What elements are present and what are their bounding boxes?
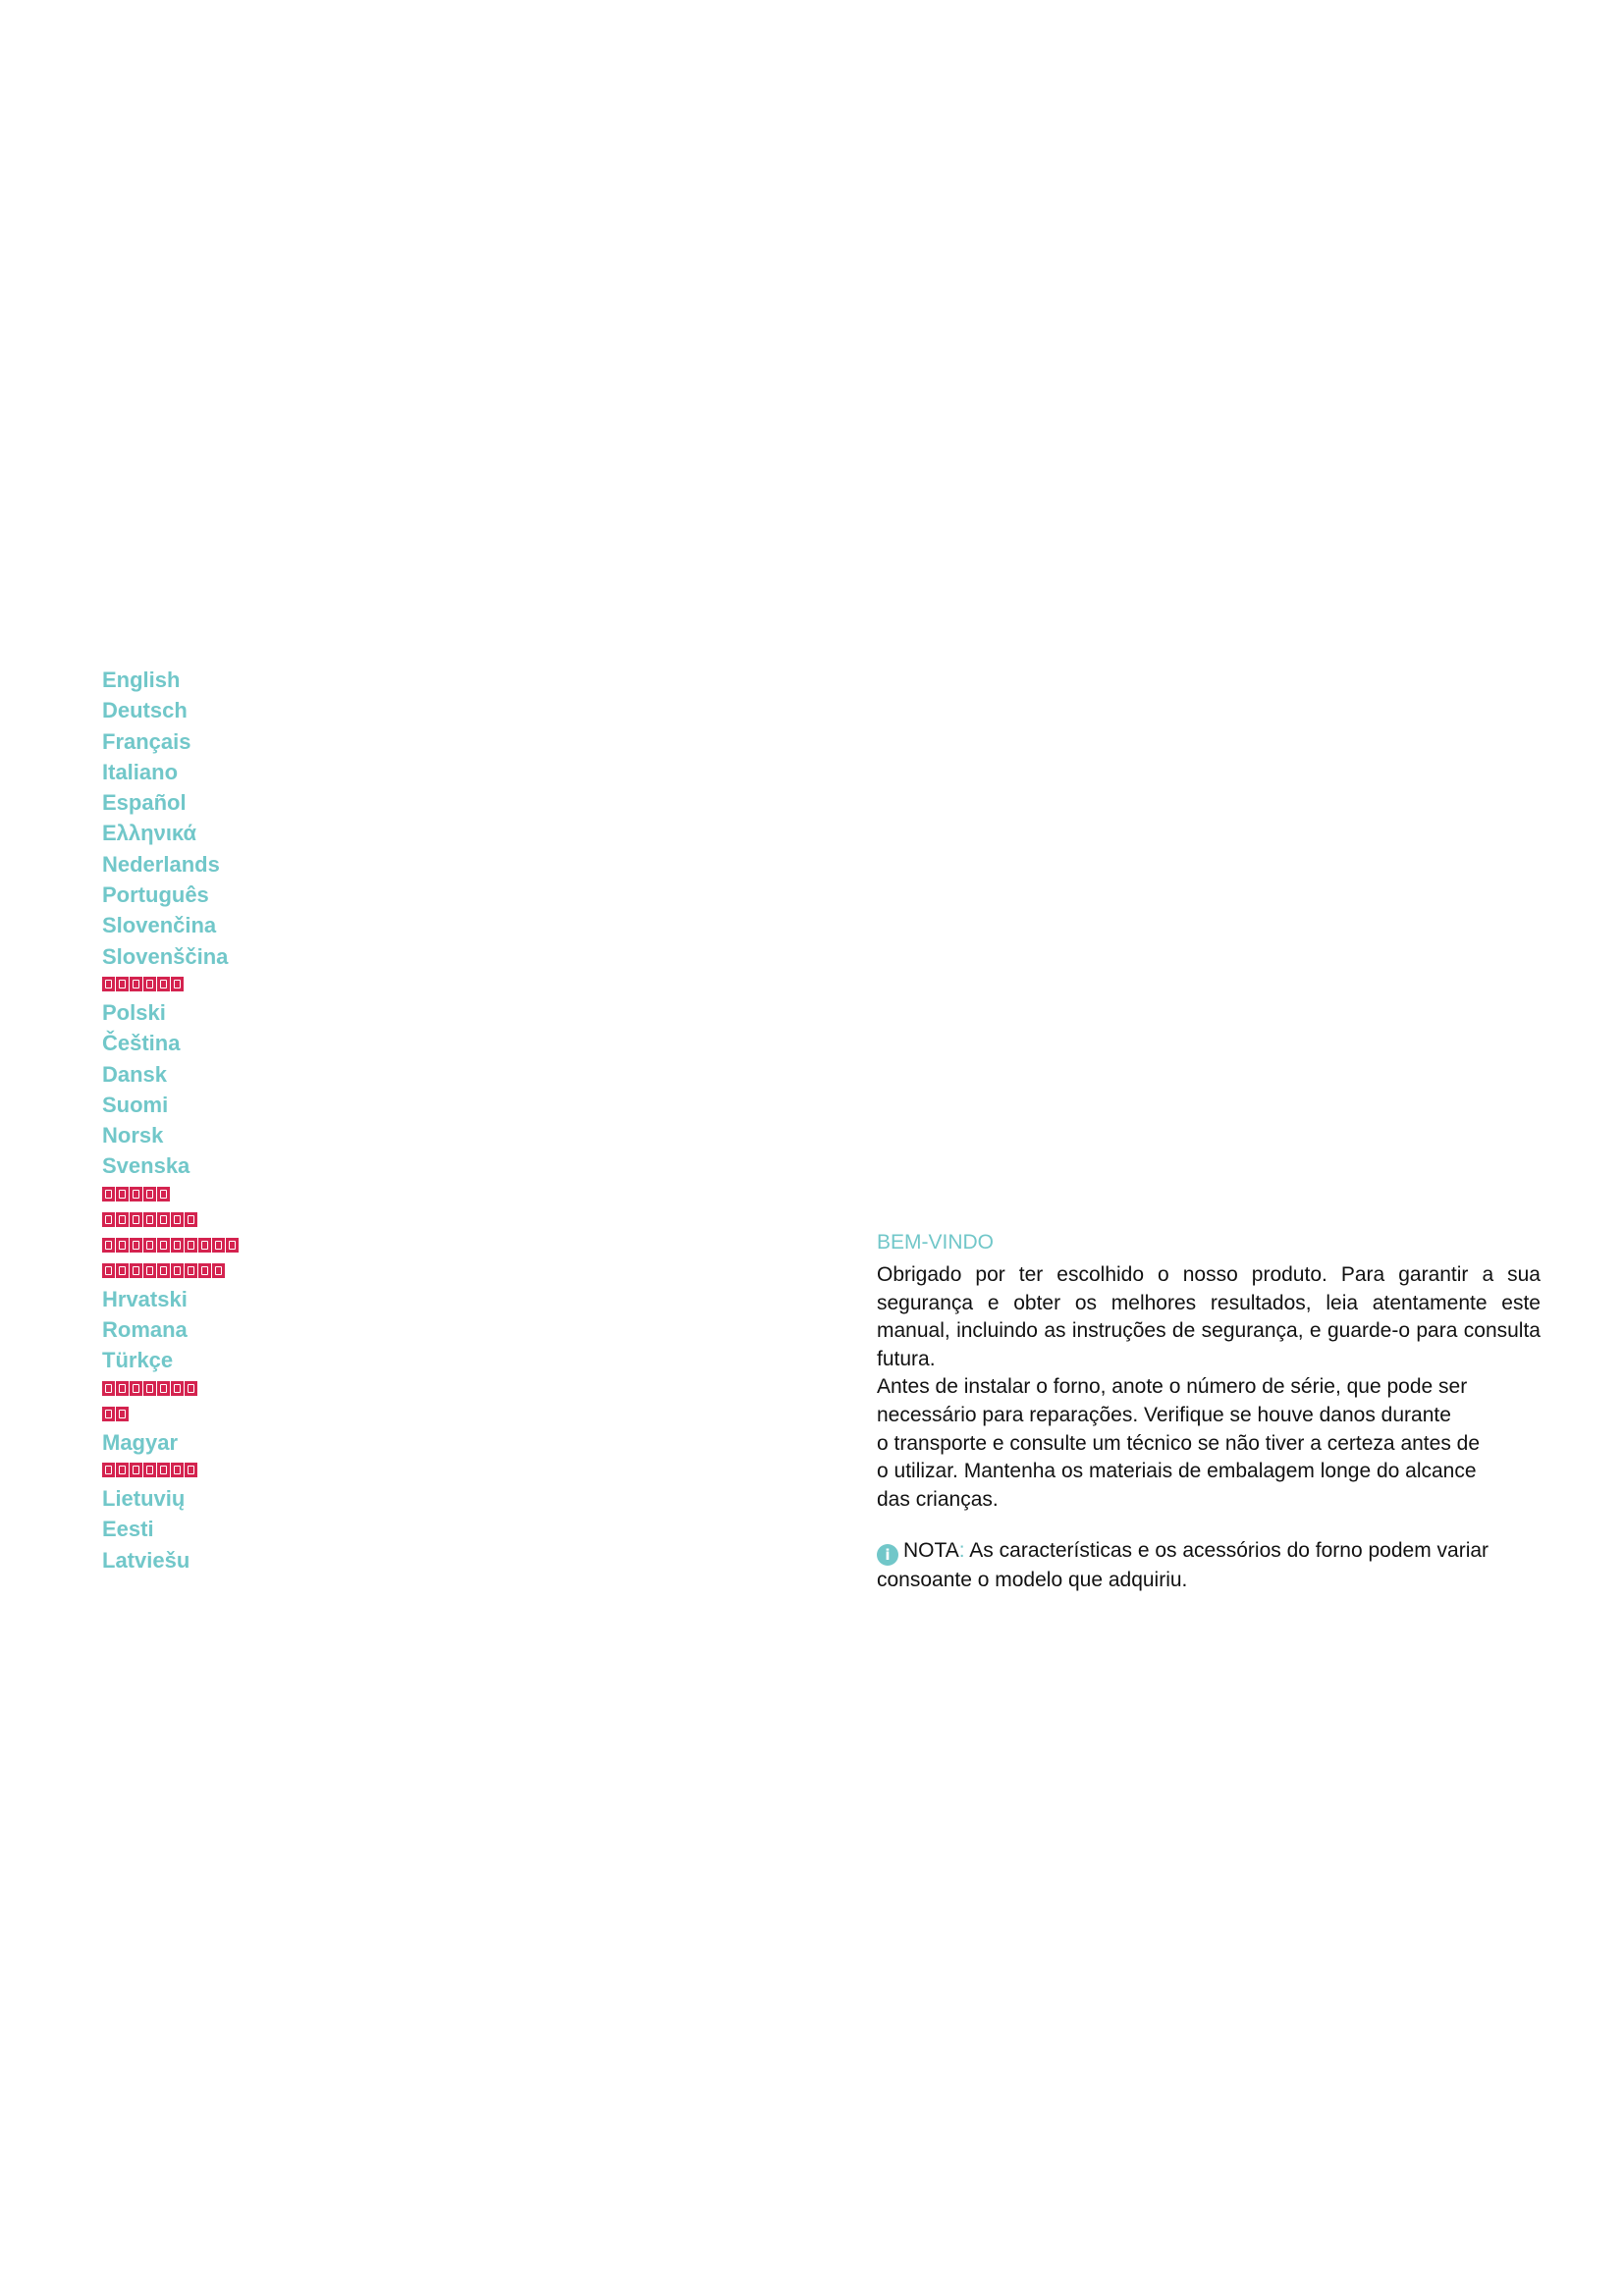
missing-glyph-icon xyxy=(157,977,170,991)
missing-glyph-icon xyxy=(102,1187,115,1201)
language-item-suomi[interactable]: Suomi xyxy=(102,1092,169,1117)
language-item-cestina[interactable]: Čeština xyxy=(102,1031,181,1056)
missing-glyph-icon xyxy=(171,1238,184,1253)
missing-glyph-icon xyxy=(185,1212,197,1227)
language-item-unrendered[interactable] xyxy=(102,1258,239,1284)
language-item-norsk[interactable]: Norsk xyxy=(102,1123,164,1148)
missing-glyph-icon xyxy=(143,1212,156,1227)
language-item-eesti[interactable]: Eesti xyxy=(102,1517,154,1542)
language-item-slovencina[interactable]: Slovenčina xyxy=(102,913,217,938)
missing-glyph-icon xyxy=(102,1212,115,1227)
language-item-francais[interactable]: Français xyxy=(102,728,191,754)
missing-glyph-icon xyxy=(102,977,115,991)
missing-glyph-icon xyxy=(185,1238,197,1253)
missing-glyph-icon xyxy=(143,1187,156,1201)
missing-glyph-icon xyxy=(157,1187,170,1201)
missing-glyph-icon xyxy=(143,1381,156,1396)
language-item-deutsch[interactable]: Deutsch xyxy=(102,698,188,723)
language-item-slovenscina[interactable]: Slovenščina xyxy=(102,943,229,969)
language-item-latviesu[interactable]: Latviešu xyxy=(102,1547,190,1573)
section-title: BEM-VINDO xyxy=(877,1231,995,1254)
missing-glyph-icon xyxy=(157,1212,170,1227)
missing-glyph-icon xyxy=(143,1263,156,1278)
missing-glyph-icon xyxy=(116,1187,129,1201)
language-item-unrendered[interactable] xyxy=(102,1233,239,1258)
missing-glyph-icon xyxy=(143,1463,156,1477)
language-item-polski[interactable]: Polski xyxy=(102,999,166,1025)
missing-glyph-icon xyxy=(212,1263,225,1278)
missing-glyph-icon xyxy=(198,1238,211,1253)
language-item-svenska[interactable]: Svenska xyxy=(102,1153,190,1179)
missing-glyph-icon xyxy=(157,1463,170,1477)
paragraph-2-line: o transporte e consulte um técnico se não tiver a certeza antes de xyxy=(877,1431,1481,1455)
missing-glyph-icon xyxy=(130,1187,142,1201)
missing-glyph-icon xyxy=(116,1463,129,1477)
paragraph-2-line: das crianças. xyxy=(877,1487,999,1511)
missing-glyph-icon xyxy=(130,1463,142,1477)
language-item-english[interactable]: English xyxy=(102,667,181,692)
missing-glyph-icon xyxy=(130,977,142,991)
missing-glyph-icon xyxy=(116,1407,129,1421)
missing-glyph-icon xyxy=(116,1212,129,1227)
language-item-nederlands[interactable]: Nederlands xyxy=(102,851,220,877)
language-item-romana[interactable]: Romana xyxy=(102,1317,188,1343)
missing-glyph-icon xyxy=(157,1381,170,1396)
missing-glyph-icon xyxy=(143,1238,156,1253)
note-text: As características e os acessórios do forno podem variar consoante o modelo que adquiriu. xyxy=(877,1539,1489,1592)
welcome-paragraph-2 xyxy=(877,1373,1525,1514)
missing-glyph-icon xyxy=(116,977,129,991)
missing-glyph-icon xyxy=(226,1238,239,1253)
missing-glyph-icon xyxy=(130,1263,142,1278)
missing-glyph-icon xyxy=(102,1407,115,1421)
language-item-turkce[interactable]: Türkçe xyxy=(102,1348,174,1373)
missing-glyph-icon xyxy=(157,1263,170,1278)
language-item-unrendered[interactable] xyxy=(102,1402,239,1427)
welcome-paragraph-1: Obrigado por ter escolhido o nosso produto. Para garantir a sua segurança e obter os melhores resultados, leia atentamente este manual, incluindo as instruções de segurança, e guarde-o para consulta futura. xyxy=(877,1263,1541,1370)
missing-glyph-icon xyxy=(185,1381,197,1396)
language-list xyxy=(102,665,239,1575)
info-icon: i xyxy=(877,1544,898,1566)
language-item-unrendered[interactable] xyxy=(102,1182,239,1207)
missing-glyph-icon xyxy=(116,1238,129,1253)
missing-glyph-icon xyxy=(143,977,156,991)
missing-glyph-icon xyxy=(157,1238,170,1253)
missing-glyph-icon xyxy=(171,1212,184,1227)
language-item--[interactable]: Ελληνικά xyxy=(102,821,196,846)
language-item-unrendered[interactable] xyxy=(102,972,239,997)
missing-glyph-icon xyxy=(171,1263,184,1278)
missing-glyph-icon xyxy=(102,1263,115,1278)
language-item-dansk[interactable]: Dansk xyxy=(102,1061,168,1087)
missing-glyph-icon xyxy=(102,1463,115,1477)
missing-glyph-icon xyxy=(185,1263,197,1278)
note-label: NOTA xyxy=(903,1539,959,1563)
language-item-unrendered[interactable] xyxy=(102,1207,239,1233)
language-item-lietuviu[interactable]: Lietuvių xyxy=(102,1485,186,1511)
language-item-unrendered[interactable] xyxy=(102,1376,239,1402)
missing-glyph-icon xyxy=(171,1381,184,1396)
missing-glyph-icon xyxy=(171,1463,184,1477)
missing-glyph-icon xyxy=(130,1381,142,1396)
language-item-unrendered[interactable] xyxy=(102,1458,239,1483)
missing-glyph-icon xyxy=(185,1463,197,1477)
missing-glyph-icon xyxy=(116,1381,129,1396)
language-item-italiano[interactable]: Italiano xyxy=(102,759,179,784)
missing-glyph-icon xyxy=(102,1238,115,1253)
paragraph-2-line: necessário para reparações. Verifique se houve danos durante xyxy=(877,1403,1451,1426)
note-block xyxy=(877,1536,1541,1594)
missing-glyph-icon xyxy=(198,1263,211,1278)
language-item-espanol[interactable]: Español xyxy=(102,790,187,816)
language-item-portugues[interactable]: Português xyxy=(102,882,209,908)
note-colon: : xyxy=(958,1539,965,1563)
welcome-section xyxy=(877,1229,1541,1594)
paragraph-2-line: Antes de instalar o forno, anote o número de série, que pode ser xyxy=(877,1375,1468,1399)
missing-glyph-icon xyxy=(130,1238,142,1253)
language-item-magyar[interactable]: Magyar xyxy=(102,1429,179,1455)
missing-glyph-icon xyxy=(116,1263,129,1278)
missing-glyph-icon xyxy=(130,1212,142,1227)
missing-glyph-icon xyxy=(102,1381,115,1396)
missing-glyph-icon xyxy=(212,1238,225,1253)
missing-glyph-icon xyxy=(171,977,184,991)
paragraph-2-line: o utilizar. Mantenha os materiais de embalagem longe do alcance xyxy=(877,1460,1477,1483)
language-item-hrvatski[interactable]: Hrvatski xyxy=(102,1286,188,1311)
